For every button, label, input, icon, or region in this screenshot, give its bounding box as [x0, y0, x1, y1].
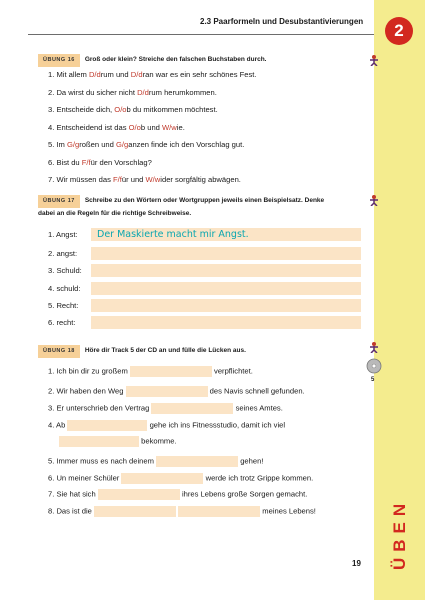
- section-title: 2.3 Paarformeln und Desubstantivierungen: [200, 17, 364, 26]
- item-text: ür und: [121, 175, 146, 184]
- item-text: ür den Vorschlag?: [90, 157, 152, 167]
- item-text: rum und: [100, 70, 131, 79]
- item-text: 2. Da wirst du sicher nicht: [48, 87, 138, 97]
- sentence-field[interactable]: [91, 316, 361, 329]
- item-text: anzen finde ich den Vorschlag gut.: [128, 140, 245, 149]
- gap-line-5: [48, 456, 263, 467]
- item-text: 7. Wir müssen das: [48, 175, 113, 184]
- figure-icon: [368, 341, 380, 353]
- item-text: b und: [140, 122, 163, 132]
- sentence-field[interactable]: [91, 247, 361, 260]
- uebung16-list: [48, 70, 257, 193]
- letter-choice[interactable]: F/f: [113, 175, 122, 184]
- sentence-field[interactable]: [91, 282, 361, 295]
- gap-line-text: 2. Wir haben den Weg: [48, 386, 124, 396]
- item-text: 4. Entscheidend ist das: [48, 122, 129, 132]
- gap-line-4: [48, 420, 285, 431]
- figure-icon: [368, 54, 380, 66]
- gap-line-text: gehen!: [240, 456, 264, 466]
- uebung16-item: [48, 123, 257, 133]
- letter-choice[interactable]: D/d: [137, 87, 149, 97]
- gap-field[interactable]: [67, 420, 147, 431]
- uebung16-item: [48, 158, 257, 168]
- sidebar-vertical-label: [389, 482, 409, 572]
- uebung16-instruction: Groß oder klein? Streiche den falschen Buchstaben durch.: [84, 56, 267, 63]
- sentence-row-label: 6. recht:: [48, 318, 76, 327]
- header-divider: [28, 34, 374, 35]
- uebung17-instruction-1: Schreibe zu den Wörtern oder Wortgruppen jeweils einen Beispielsatz. Denke: [84, 197, 325, 204]
- item-text: 5. Im: [48, 140, 67, 149]
- letter-choice[interactable]: G/g: [67, 140, 80, 149]
- item-text: 1. Mit allem: [48, 70, 89, 79]
- gap-line-text: seines Amtes.: [235, 403, 283, 413]
- figure-icon: [368, 194, 380, 206]
- gap-line-text: 5. Immer muss es nach deinem: [48, 456, 154, 466]
- gap-line-text: 6. Un meiner Schüler: [48, 473, 120, 483]
- item-text: ran war es ein sehr schönes Fest.: [142, 70, 257, 79]
- item-text: 6. Bist du: [48, 157, 82, 167]
- sentence-row-label: 3. Schuld:: [48, 266, 82, 275]
- letter-choice[interactable]: G/g: [115, 140, 129, 149]
- item-text: b du mitkommen möchtest.: [126, 105, 218, 114]
- gap-line-text: 7. Sie hat sich: [48, 489, 96, 499]
- uebung16-badge: ÜBUNG 16: [38, 54, 80, 67]
- uebung16-item: [48, 105, 257, 115]
- uebung18-heading: [38, 345, 246, 358]
- cd-icon: [366, 358, 382, 374]
- item-text: rum herumkommen.: [148, 87, 217, 97]
- cd-track-number: 5: [371, 377, 375, 383]
- item-text: 3. Entscheide dich,: [48, 105, 115, 114]
- letter-choice[interactable]: W/w: [162, 122, 177, 132]
- uebung17-heading: [38, 195, 368, 219]
- gap-field[interactable]: [178, 506, 260, 517]
- gap-line-text: werde ich trotz Grippe kommen.: [205, 473, 314, 483]
- gap-line-4b: [59, 436, 177, 447]
- letter-choice[interactable]: D/d: [88, 70, 101, 79]
- sentence-row-label: 1. Angst:: [48, 230, 78, 239]
- handwritten-answer: Der Maskierte macht mir Angst.: [97, 229, 249, 240]
- gap-line-text: ihres Lebens große Sorgen gemacht.: [181, 489, 308, 499]
- gap-line-text: bekomme.: [141, 436, 177, 446]
- letter-choice[interactable]: F/f: [81, 157, 91, 167]
- item-text: roßen und: [79, 140, 116, 149]
- uebung16-item: [48, 175, 257, 185]
- svg-text:ÜBEN: ÜBEN: [390, 497, 409, 570]
- gap-line-text: verpflichtet.: [214, 366, 253, 376]
- gap-line-text: gehe ich ins Fitnessstudio, damit ich viel: [149, 420, 286, 430]
- letter-choice[interactable]: W/w: [145, 175, 161, 184]
- page-number: 19: [352, 559, 361, 568]
- gap-line-text: 1. Ich bin dir zu großem: [48, 366, 128, 376]
- gap-field[interactable]: [130, 366, 212, 377]
- gap-line-text: meines Lebens!: [262, 506, 316, 516]
- letter-choice[interactable]: D/d: [130, 70, 143, 79]
- gap-field[interactable]: [94, 506, 176, 517]
- sentence-row-label: 5. Recht:: [48, 301, 79, 310]
- uebung16-heading: [38, 54, 267, 67]
- item-text: ie.: [176, 122, 185, 132]
- gap-field[interactable]: [121, 473, 203, 484]
- uebung18-instruction: Höre dir Track 5 der CD an und fülle die Lücken aus.: [84, 347, 246, 354]
- gap-line-6: [48, 473, 313, 484]
- gap-field[interactable]: [126, 386, 208, 397]
- item-text: ider sorgfältig abwägen.: [160, 175, 241, 184]
- gap-line-8: [48, 506, 316, 517]
- sentence-row-label: 4. schuld:: [48, 284, 81, 293]
- uebung17-instruction-2: dabei an die Regeln für die richtige Schreibweise.: [38, 210, 192, 217]
- uebung16-item: [48, 140, 257, 150]
- letter-choice[interactable]: O/o: [128, 122, 141, 132]
- uebung16-item: [48, 70, 257, 80]
- sentence-row-label: 2. angst:: [48, 249, 78, 258]
- uebung17-badge: ÜBUNG 17: [38, 195, 80, 208]
- gap-line-2: [48, 386, 305, 397]
- gap-line-7: [48, 489, 307, 500]
- sentence-field[interactable]: [91, 264, 361, 277]
- uebung18-badge: ÜBUNG 18: [38, 345, 80, 358]
- gap-line-text: 3. Er unterschrieb den Vertrag: [48, 403, 150, 413]
- uebung16-item: [48, 88, 257, 98]
- gap-line-1: [48, 366, 253, 377]
- gap-field[interactable]: [151, 403, 233, 414]
- gap-field[interactable]: [98, 489, 180, 500]
- gap-field[interactable]: [59, 436, 139, 447]
- gap-line-text: 8. Das ist die: [48, 506, 92, 516]
- gap-field[interactable]: [156, 456, 238, 467]
- sentence-field[interactable]: [91, 299, 361, 312]
- gap-line-text: 4. Ab: [48, 420, 66, 430]
- chapter-badge: 2: [385, 17, 413, 45]
- gap-line-text: des Navis schnell gefunden.: [209, 386, 305, 396]
- gap-line-3: [48, 403, 283, 414]
- letter-choice[interactable]: O/o: [114, 105, 127, 114]
